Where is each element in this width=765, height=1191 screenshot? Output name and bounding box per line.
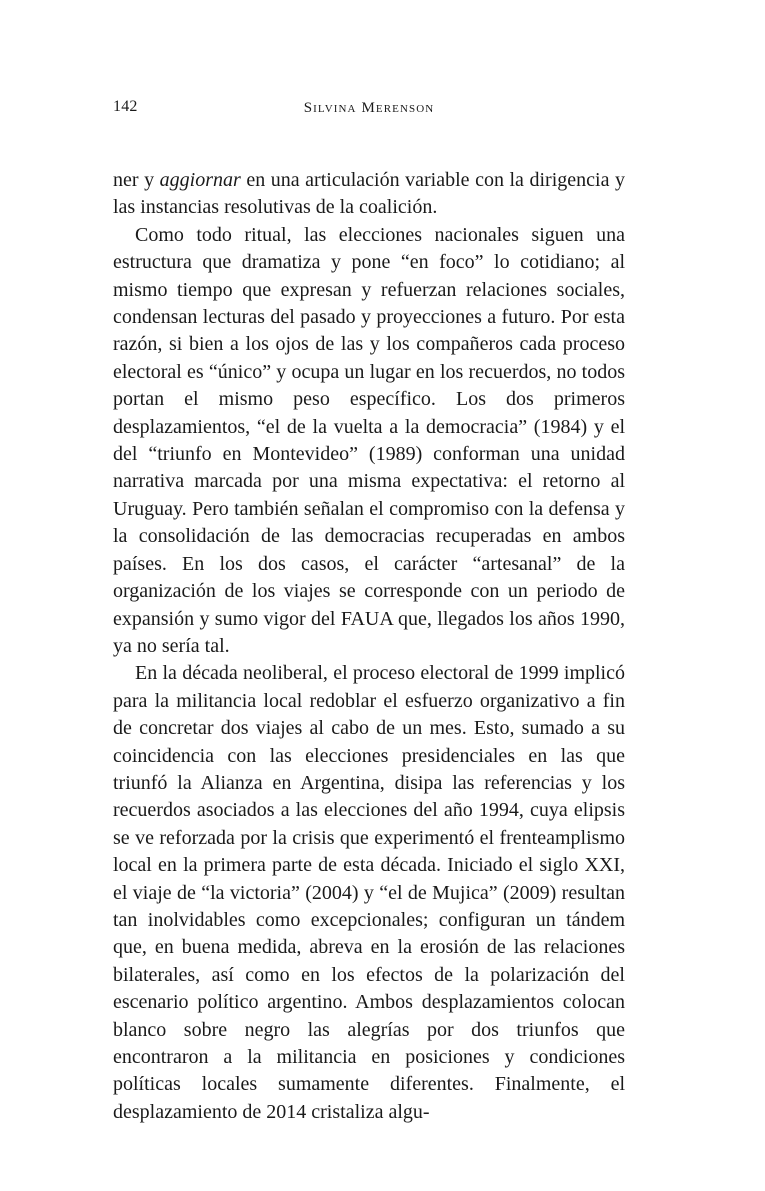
paragraph-1-italic-term: aggiornar [159,169,241,191]
paragraph-1-lead: ner y [113,169,160,191]
paragraph-1-rest: en una articulación variable con la dirigencia y las instancias resolutivas de la coalición. [113,169,625,219]
paragraph-2: Como todo ritual, las elecciones nacionales siguen una estructura que dramatiza y pone “en foco” lo cotidiano; al mismo tiempo que expresan y refuerzan relaciones sociales, condensan lecturas del pasado y proyecciones a futuro. Por esta razón, si bien a los ojos de las y los compañeros cada proceso electoral es “único” y ocupa un lugar en los recuerdos, no todos portan el mismo peso específico. Los dos primeros desplazamientos, “el de la vuelta a la democracia” (1984) y el del “triunfo en Montevideo” (1989) conforman una unidad narrativa marcada por una misma expectativa: el retorno al Uruguay. Pero también señalan el compromiso con la defensa y la consolidación de las democracias recuperadas en ambos países. En los dos casos, el carácter “artesanal” de la organización de los viajes se corresponde con un periodo de expansión y sumo vigor del FAUA que, llegados los años 1990, ya no sería tal. [113,223,625,657]
body-text [113,167,625,1126]
paragraph-3: En la década neoliberal, el proceso electoral de 1999 implicó para la militancia local redoblar el esfuerzo organizativo a fin de concretar dos viajes al cabo de un mes. Esto, sumado a su coincidencia con las elecciones presidenciales en las que triunfó la Alianza en Argentina, disipa las referencias y los recuerdos asociados a las elecciones del año 1994, cuya elipsis se ve reforzada por la crisis que experimentó el frenteamplismo local en la primera parte de esta década. Iniciado el siglo XXI, el viaje de “la victoria” (2004) y “el de Mujica” (2009) resultan tan inolvidables como excepcionales; configuran un tándem que, en buena medida, abreva en la erosión de las relaciones bilaterales, así como en los efectos de la polarización del escenario político argentino. Ambos desplazamientos colocan blanco sobre negro las alegrías por dos triunfos que encontraron a la militancia en posiciones y condiciones políticas locales sumamente diferentes. Finalmente, el desplazamiento de 2014 cristaliza algu- [113,662,625,1123]
page-number: 142 [113,98,138,115]
running-head [113,98,625,122]
paragraph-1 [113,167,625,222]
running-head-author: Silvina Merenson [303,100,435,116]
